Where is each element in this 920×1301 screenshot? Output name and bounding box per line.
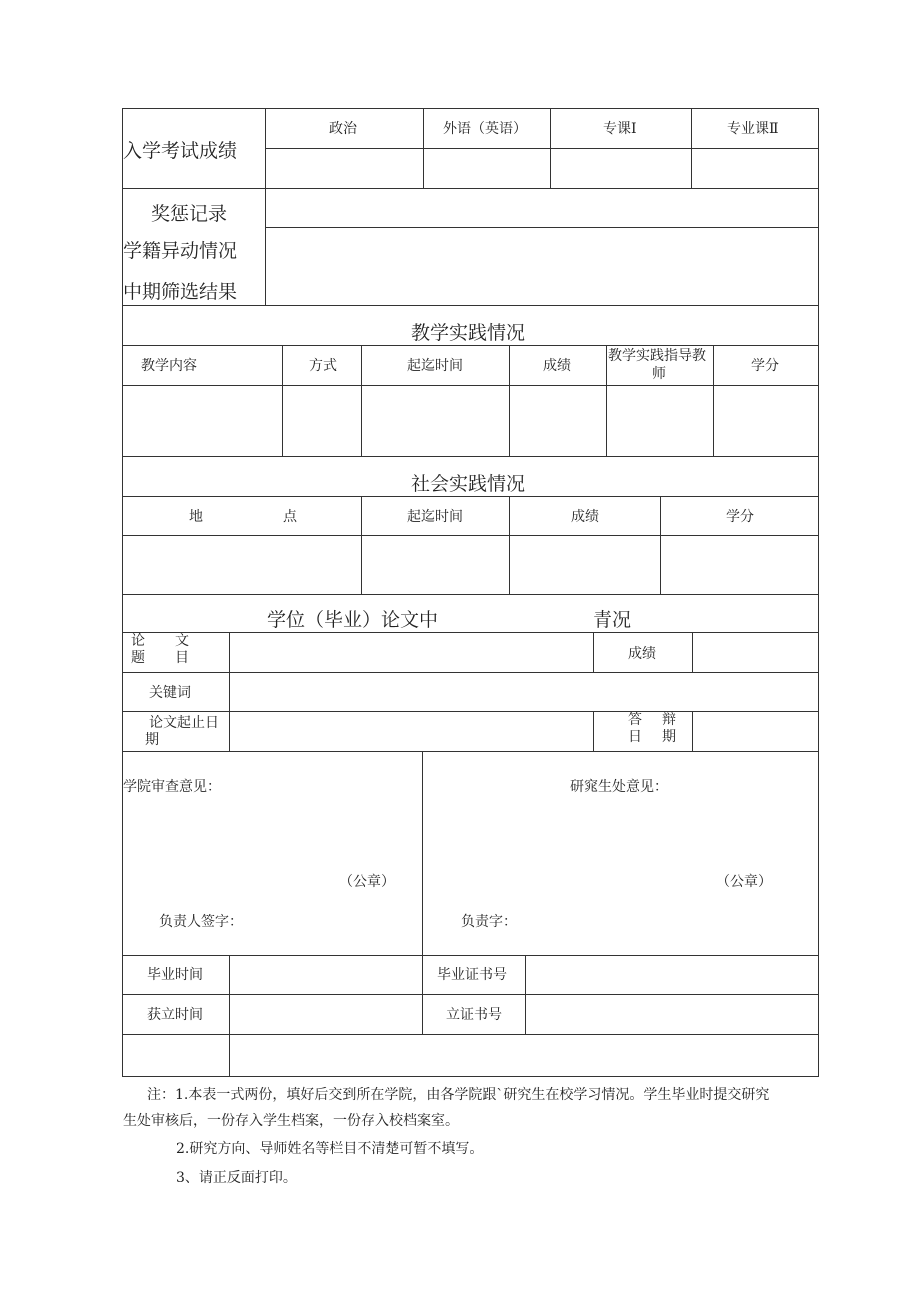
teaching-header-supervisor: 教学实践指导教	[608, 348, 706, 364]
thesis-grade-label: 成绩	[628, 646, 656, 662]
table-rule	[122, 994, 819, 995]
table-rule	[122, 711, 819, 712]
table-rule	[423, 108, 424, 188]
social-header-place-2: 点	[283, 509, 297, 525]
midterm-label: 中期筛选结果	[123, 281, 238, 303]
table-rule	[122, 385, 819, 386]
teaching-header-grade: 成绩	[543, 358, 571, 374]
defense-date-label: 日	[628, 729, 642, 745]
thesis-topic-label: 论	[131, 633, 145, 649]
status-change-label: 学籍异动情况	[123, 240, 238, 262]
table-rule	[122, 751, 819, 752]
table-rule	[422, 751, 423, 955]
table-rule	[692, 711, 693, 751]
teaching-header-credit: 学分	[751, 358, 779, 374]
thesis-title-left: 学位（毕业）论文中	[267, 609, 439, 631]
table-rule	[122, 1034, 819, 1035]
table-rule	[593, 711, 594, 751]
rewards-label: 奖惩记录	[151, 203, 228, 225]
thesis-title-right: 青况	[593, 609, 632, 631]
table-border-bottom	[122, 1076, 819, 1077]
table-rule	[660, 496, 661, 594]
social-header-credit: 学分	[726, 509, 754, 525]
grad-office-signature-label: 负责字：	[461, 914, 517, 930]
thesis-dates-label-2: 期	[145, 732, 159, 748]
social-header-place-1: 地	[189, 509, 203, 525]
defense-date-label: 期	[662, 729, 676, 745]
note-line-4: 3、请正反面打印。	[176, 1170, 297, 1186]
table-rule	[692, 632, 693, 672]
table-rule	[361, 496, 362, 594]
table-rule	[229, 955, 230, 1076]
entrance-exam-label: 入学考试成绩	[123, 140, 238, 162]
table-rule	[122, 955, 819, 956]
social-header-period: 起迄时间	[407, 509, 463, 525]
table-rule	[122, 672, 819, 673]
note-line-3: 2.研究方向、导师姓名等栏目不清楚可暂不填写。	[176, 1141, 484, 1157]
subject-major-2: 专业课Ⅱ	[727, 121, 779, 137]
thesis-keywords-label: 关键词	[149, 685, 191, 701]
table-rule	[606, 345, 607, 456]
table-rule	[509, 496, 510, 594]
teaching-header-content: 教学内容	[141, 358, 197, 374]
table-border-top	[122, 108, 819, 109]
table-rule	[122, 594, 819, 595]
table-rule	[691, 108, 692, 188]
social-header-grade: 成绩	[571, 509, 599, 525]
thesis-topic-label: 目	[175, 650, 189, 666]
table-rule	[525, 955, 526, 1034]
table-rule	[422, 955, 423, 1034]
table-border-right	[818, 108, 819, 1077]
subject-english: 外语（英语）	[443, 121, 527, 137]
grad-office-seal: （公章）	[716, 874, 772, 890]
table-rule	[265, 227, 819, 228]
table-rule	[122, 305, 819, 306]
table-rule	[282, 345, 283, 456]
table-rule	[509, 345, 510, 456]
teaching-header-method: 方式	[309, 358, 337, 374]
teaching-practice-title: 教学实践情况	[411, 322, 526, 344]
defense-date-label: 答	[628, 712, 642, 728]
table-rule	[265, 148, 819, 149]
graduation-time-label: 毕业时间	[147, 967, 203, 983]
table-rule	[265, 188, 266, 305]
table-rule	[229, 632, 230, 751]
note-line-2: 生处审核后，一份存入学生档案，一份存入校档案室。	[123, 1113, 459, 1129]
graduation-cert-label: 毕业证书号	[437, 967, 507, 983]
social-practice-title: 社会实践情况	[411, 473, 526, 495]
table-rule	[550, 108, 551, 188]
thesis-topic-label: 文	[175, 633, 189, 649]
teaching-header-period: 起迄时间	[407, 358, 463, 374]
college-seal: （公章）	[339, 874, 395, 890]
college-signature-label: 负责人签字：	[159, 914, 243, 930]
table-rule	[122, 496, 819, 497]
subject-major-1: 专课Ⅰ	[603, 121, 637, 137]
table-rule	[122, 535, 819, 536]
table-rule	[593, 632, 594, 672]
award-cert-label: 立证书号	[446, 1007, 502, 1023]
note-line-1: 注：1.本表一式两份，填好后交到所在学院，由各学院跟`研究生在校学习情况。学生毕业时提交研究	[147, 1087, 770, 1103]
teaching-header-supervisor-2: 师	[652, 366, 666, 382]
thesis-dates-label: 论文起止日	[149, 715, 219, 731]
defense-date-label: 辩	[662, 712, 676, 728]
table-rule	[713, 345, 714, 456]
grad-office-review-label: 研窕生处意见：	[570, 779, 668, 795]
table-rule	[265, 108, 266, 188]
subject-politics: 政治	[329, 121, 357, 137]
table-rule	[122, 345, 819, 346]
award-time-label: 获立时间	[147, 1007, 203, 1023]
table-rule	[122, 188, 819, 189]
table-rule	[122, 456, 819, 457]
thesis-topic-label: 题	[131, 650, 145, 666]
table-rule	[122, 632, 819, 633]
table-rule	[361, 345, 362, 456]
college-review-label: 学院审查意见：	[123, 779, 221, 795]
